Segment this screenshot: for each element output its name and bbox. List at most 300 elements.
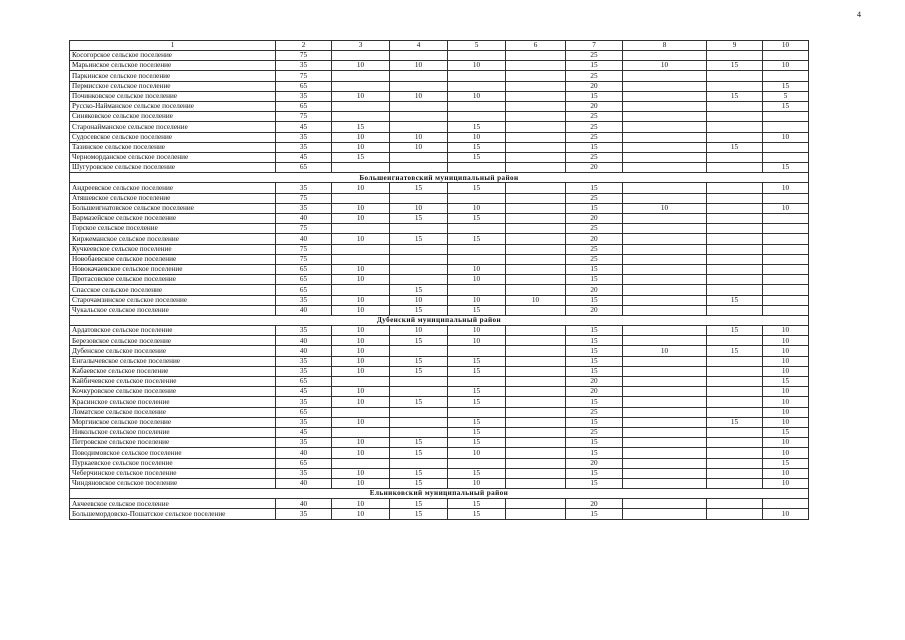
value-cell: 15 bbox=[707, 142, 763, 152]
settlement-name: Протасовское сельское поселение bbox=[70, 275, 276, 285]
table-row bbox=[70, 458, 809, 468]
value-cell bbox=[390, 224, 448, 234]
value-cell: 10 bbox=[763, 336, 809, 346]
value-cell bbox=[623, 112, 707, 122]
value-cell: 10 bbox=[332, 397, 390, 407]
value-cell: 15 bbox=[448, 152, 506, 162]
settlement-name: Акчеевское сельское поселение bbox=[70, 499, 276, 509]
value-cell: 10 bbox=[390, 326, 448, 336]
value-cell bbox=[332, 101, 390, 111]
value-cell: 40 bbox=[276, 499, 332, 509]
value-cell bbox=[448, 81, 506, 91]
value-cell: 15 bbox=[707, 61, 763, 71]
value-cell: 15 bbox=[448, 122, 506, 132]
settlement-name: Березовское сельское поселение bbox=[70, 336, 276, 346]
value-cell: 15 bbox=[763, 427, 809, 437]
value-cell bbox=[623, 264, 707, 274]
value-cell bbox=[623, 305, 707, 315]
table-row bbox=[70, 183, 809, 193]
value-cell: 10 bbox=[332, 295, 390, 305]
value-cell: 75 bbox=[276, 71, 332, 81]
value-cell: 15 bbox=[390, 397, 448, 407]
value-cell: 10 bbox=[390, 61, 448, 71]
value-cell: 65 bbox=[276, 377, 332, 387]
value-cell bbox=[390, 71, 448, 81]
value-cell: 15 bbox=[390, 438, 448, 448]
settlement-name: Чиндяновское сельское поселение bbox=[70, 478, 276, 488]
value-cell bbox=[707, 112, 763, 122]
value-cell: 10 bbox=[763, 397, 809, 407]
value-cell bbox=[707, 152, 763, 162]
value-cell bbox=[707, 81, 763, 91]
value-cell bbox=[623, 254, 707, 264]
value-cell bbox=[506, 509, 566, 519]
value-cell: 25 bbox=[566, 132, 623, 142]
value-cell: 25 bbox=[566, 51, 623, 61]
value-cell bbox=[707, 336, 763, 346]
value-cell: 15 bbox=[707, 91, 763, 101]
table-row bbox=[70, 81, 809, 91]
value-cell bbox=[506, 81, 566, 91]
column-header: 5 bbox=[448, 41, 506, 51]
value-cell: 15 bbox=[566, 336, 623, 346]
value-cell: 15 bbox=[566, 366, 623, 376]
value-cell: 25 bbox=[566, 254, 623, 264]
value-cell: 10 bbox=[448, 275, 506, 285]
value-cell: 5 bbox=[763, 91, 809, 101]
value-cell bbox=[707, 285, 763, 295]
value-cell: 10 bbox=[332, 509, 390, 519]
value-cell bbox=[506, 458, 566, 468]
table-row bbox=[70, 122, 809, 132]
table-row bbox=[70, 387, 809, 397]
value-cell bbox=[448, 458, 506, 468]
value-cell: 20 bbox=[566, 285, 623, 295]
value-cell bbox=[707, 224, 763, 234]
value-cell: 15 bbox=[448, 142, 506, 152]
value-cell bbox=[390, 163, 448, 173]
value-cell: 35 bbox=[276, 326, 332, 336]
settlement-name: Починковское сельское поселение bbox=[70, 91, 276, 101]
table-row bbox=[70, 71, 809, 81]
value-cell: 10 bbox=[448, 203, 506, 213]
table-row bbox=[70, 295, 809, 305]
value-cell: 10 bbox=[763, 183, 809, 193]
settlement-name: Поводимовское сельское поселение bbox=[70, 448, 276, 458]
value-cell: 40 bbox=[276, 234, 332, 244]
value-cell: 10 bbox=[332, 183, 390, 193]
value-cell bbox=[623, 275, 707, 285]
district-header-row bbox=[70, 489, 809, 499]
value-cell bbox=[506, 224, 566, 234]
column-header: 10 bbox=[763, 41, 809, 51]
value-cell bbox=[332, 458, 390, 468]
value-cell bbox=[506, 346, 566, 356]
value-cell: 15 bbox=[448, 183, 506, 193]
value-cell: 75 bbox=[276, 51, 332, 61]
value-cell bbox=[506, 71, 566, 81]
value-cell: 65 bbox=[276, 163, 332, 173]
settlement-name: Кабаевское сельское поселение bbox=[70, 366, 276, 376]
value-cell: 15 bbox=[448, 356, 506, 366]
value-cell bbox=[506, 132, 566, 142]
value-cell bbox=[390, 458, 448, 468]
value-cell bbox=[623, 295, 707, 305]
value-cell: 20 bbox=[566, 305, 623, 315]
value-cell bbox=[623, 458, 707, 468]
value-cell: 15 bbox=[566, 356, 623, 366]
value-cell bbox=[506, 61, 566, 71]
value-cell: 15 bbox=[448, 468, 506, 478]
value-cell bbox=[390, 427, 448, 437]
value-cell: 10 bbox=[763, 61, 809, 71]
value-cell bbox=[623, 377, 707, 387]
settlement-name: Тазинское сельское поселение bbox=[70, 142, 276, 152]
value-cell bbox=[390, 101, 448, 111]
value-cell: 20 bbox=[566, 377, 623, 387]
table-row bbox=[70, 397, 809, 407]
value-cell bbox=[623, 51, 707, 61]
table-row bbox=[70, 214, 809, 224]
value-cell bbox=[332, 407, 390, 417]
value-cell bbox=[506, 244, 566, 254]
settlement-name: Синяковское сельское поселение bbox=[70, 112, 276, 122]
value-cell: 10 bbox=[332, 203, 390, 213]
settlement-name: Кайбичевское сельское поселение bbox=[70, 377, 276, 387]
value-cell: 10 bbox=[448, 326, 506, 336]
value-cell bbox=[707, 509, 763, 519]
value-cell bbox=[763, 254, 809, 264]
settlement-name: Моргинское сельское поселение bbox=[70, 417, 276, 427]
value-cell: 75 bbox=[276, 224, 332, 234]
value-cell: 25 bbox=[566, 244, 623, 254]
value-cell: 15 bbox=[763, 163, 809, 173]
value-cell: 15 bbox=[332, 122, 390, 132]
value-cell: 15 bbox=[448, 214, 506, 224]
value-cell bbox=[506, 326, 566, 336]
table-row bbox=[70, 499, 809, 509]
value-cell bbox=[506, 183, 566, 193]
value-cell bbox=[763, 193, 809, 203]
value-cell bbox=[707, 244, 763, 254]
value-cell: 15 bbox=[448, 509, 506, 519]
value-cell: 20 bbox=[566, 387, 623, 397]
value-cell: 10 bbox=[332, 448, 390, 458]
value-cell: 10 bbox=[763, 132, 809, 142]
value-cell: 35 bbox=[276, 366, 332, 376]
table-row bbox=[70, 163, 809, 173]
value-cell: 10 bbox=[448, 478, 506, 488]
settlement-name: Атяшевское сельское поселение bbox=[70, 193, 276, 203]
value-cell bbox=[707, 458, 763, 468]
value-cell: 45 bbox=[276, 122, 332, 132]
value-cell bbox=[623, 356, 707, 366]
value-cell: 45 bbox=[276, 387, 332, 397]
value-cell: 15 bbox=[566, 397, 623, 407]
table-row bbox=[70, 101, 809, 111]
value-cell bbox=[623, 417, 707, 427]
value-cell: 15 bbox=[332, 152, 390, 162]
settlement-name: Большеигнатовское сельское поселение bbox=[70, 203, 276, 213]
value-cell: 10 bbox=[332, 326, 390, 336]
settlement-name: Марьинское сельское поселение bbox=[70, 61, 276, 71]
value-cell bbox=[506, 366, 566, 376]
value-cell bbox=[332, 51, 390, 61]
value-cell bbox=[332, 193, 390, 203]
value-cell: 10 bbox=[448, 91, 506, 101]
value-cell: 10 bbox=[332, 264, 390, 274]
value-cell bbox=[623, 183, 707, 193]
table-row bbox=[70, 244, 809, 254]
district-title: Большеигнатовский муниципальный район bbox=[70, 173, 809, 183]
value-cell: 10 bbox=[763, 509, 809, 519]
value-cell: 10 bbox=[332, 142, 390, 152]
column-header: 1 bbox=[70, 41, 276, 51]
value-cell bbox=[763, 224, 809, 234]
value-cell: 15 bbox=[448, 438, 506, 448]
value-cell: 10 bbox=[332, 356, 390, 366]
value-cell bbox=[506, 101, 566, 111]
value-cell bbox=[506, 275, 566, 285]
value-cell: 15 bbox=[448, 499, 506, 509]
value-cell: 15 bbox=[566, 448, 623, 458]
value-cell bbox=[763, 234, 809, 244]
column-header: 8 bbox=[623, 41, 707, 51]
table-row bbox=[70, 142, 809, 152]
value-cell: 15 bbox=[390, 234, 448, 244]
value-cell: 10 bbox=[623, 61, 707, 71]
value-cell: 15 bbox=[448, 366, 506, 376]
value-cell: 10 bbox=[763, 407, 809, 417]
value-cell bbox=[448, 101, 506, 111]
settlement-name: Пермисское сельское поселение bbox=[70, 81, 276, 91]
settlement-name: Пуркаевское сельское поселение bbox=[70, 458, 276, 468]
value-cell: 15 bbox=[566, 91, 623, 101]
value-cell: 10 bbox=[763, 478, 809, 488]
value-cell bbox=[623, 91, 707, 101]
settlement-name: Никольское сельское поселение bbox=[70, 427, 276, 437]
value-cell bbox=[707, 427, 763, 437]
value-cell: 10 bbox=[332, 387, 390, 397]
value-cell: 10 bbox=[332, 417, 390, 427]
settlement-name: Новокачаевское сельское поселение bbox=[70, 264, 276, 274]
value-cell: 10 bbox=[332, 336, 390, 346]
value-cell: 10 bbox=[763, 468, 809, 478]
value-cell: 65 bbox=[276, 407, 332, 417]
value-cell bbox=[506, 214, 566, 224]
value-cell: 35 bbox=[276, 142, 332, 152]
value-cell bbox=[707, 234, 763, 244]
value-cell bbox=[332, 71, 390, 81]
value-cell: 10 bbox=[448, 61, 506, 71]
value-cell bbox=[390, 122, 448, 132]
value-cell bbox=[332, 377, 390, 387]
value-cell: 20 bbox=[566, 163, 623, 173]
value-cell bbox=[332, 163, 390, 173]
table-row bbox=[70, 346, 809, 356]
value-cell bbox=[623, 101, 707, 111]
value-cell bbox=[623, 499, 707, 509]
value-cell: 10 bbox=[623, 203, 707, 213]
value-cell bbox=[623, 244, 707, 254]
value-cell bbox=[707, 101, 763, 111]
value-cell: 65 bbox=[276, 458, 332, 468]
value-cell: 15 bbox=[448, 234, 506, 244]
value-cell bbox=[506, 468, 566, 478]
value-cell: 35 bbox=[276, 183, 332, 193]
value-cell bbox=[506, 336, 566, 346]
value-cell: 15 bbox=[390, 285, 448, 295]
value-cell bbox=[707, 163, 763, 173]
value-cell: 10 bbox=[448, 336, 506, 346]
value-cell bbox=[623, 71, 707, 81]
value-cell: 25 bbox=[566, 224, 623, 234]
settlement-name: Киржеманское сельское поселение bbox=[70, 234, 276, 244]
value-cell: 15 bbox=[390, 214, 448, 224]
value-cell: 35 bbox=[276, 509, 332, 519]
value-cell: 15 bbox=[448, 397, 506, 407]
value-cell bbox=[448, 71, 506, 81]
settlement-name: Паркинское сельское поселение bbox=[70, 71, 276, 81]
column-header: 9 bbox=[707, 41, 763, 51]
value-cell bbox=[506, 51, 566, 61]
value-cell bbox=[390, 254, 448, 264]
value-cell: 10 bbox=[763, 438, 809, 448]
value-cell: 10 bbox=[763, 346, 809, 356]
value-cell: 15 bbox=[763, 101, 809, 111]
table-row bbox=[70, 61, 809, 71]
value-cell: 15 bbox=[390, 366, 448, 376]
value-cell: 15 bbox=[390, 509, 448, 519]
value-cell bbox=[763, 152, 809, 162]
value-cell bbox=[390, 417, 448, 427]
value-cell: 10 bbox=[763, 366, 809, 376]
value-cell: 10 bbox=[390, 91, 448, 101]
value-cell bbox=[332, 254, 390, 264]
settlement-name: Спасское сельское поселение bbox=[70, 285, 276, 295]
value-cell: 15 bbox=[763, 377, 809, 387]
value-cell bbox=[707, 448, 763, 458]
value-cell: 40 bbox=[276, 478, 332, 488]
value-cell: 15 bbox=[707, 346, 763, 356]
value-cell bbox=[707, 71, 763, 81]
value-cell: 35 bbox=[276, 356, 332, 366]
value-cell bbox=[623, 366, 707, 376]
value-cell bbox=[390, 407, 448, 417]
value-cell: 65 bbox=[276, 81, 332, 91]
value-cell bbox=[623, 163, 707, 173]
value-cell bbox=[506, 407, 566, 417]
value-cell bbox=[623, 336, 707, 346]
value-cell bbox=[707, 51, 763, 61]
settlement-name: Чукальское сельское поселение bbox=[70, 305, 276, 315]
value-cell: 20 bbox=[566, 234, 623, 244]
settlement-name: Кучкеевское сельское поселение bbox=[70, 244, 276, 254]
value-cell bbox=[763, 51, 809, 61]
value-cell bbox=[623, 468, 707, 478]
value-cell: 10 bbox=[390, 132, 448, 142]
value-cell: 35 bbox=[276, 397, 332, 407]
value-cell bbox=[506, 397, 566, 407]
page-number: 4 bbox=[857, 10, 861, 19]
settlement-name: Большемордовско-Пошатское сельское поселение bbox=[70, 509, 276, 519]
value-cell bbox=[390, 346, 448, 356]
value-cell: 15 bbox=[566, 478, 623, 488]
settlement-name: Чеберчинское сельское поселение bbox=[70, 468, 276, 478]
value-cell bbox=[623, 224, 707, 234]
value-cell: 15 bbox=[390, 499, 448, 509]
value-cell: 10 bbox=[763, 203, 809, 213]
value-cell bbox=[623, 407, 707, 417]
column-header: 4 bbox=[390, 41, 448, 51]
value-cell bbox=[390, 112, 448, 122]
value-cell bbox=[448, 254, 506, 264]
value-cell bbox=[623, 427, 707, 437]
value-cell bbox=[448, 163, 506, 173]
value-cell bbox=[707, 387, 763, 397]
value-cell: 75 bbox=[276, 254, 332, 264]
value-cell bbox=[448, 407, 506, 417]
value-cell: 25 bbox=[566, 112, 623, 122]
value-cell bbox=[707, 132, 763, 142]
value-cell bbox=[707, 203, 763, 213]
table-row bbox=[70, 336, 809, 346]
settlement-name: Черноморданское сельское поселение bbox=[70, 152, 276, 162]
value-cell: 20 bbox=[566, 214, 623, 224]
value-cell bbox=[448, 285, 506, 295]
value-cell: 10 bbox=[332, 275, 390, 285]
value-cell bbox=[506, 122, 566, 132]
value-cell bbox=[623, 478, 707, 488]
value-cell bbox=[623, 214, 707, 224]
value-cell bbox=[763, 122, 809, 132]
value-cell bbox=[506, 427, 566, 437]
table-row bbox=[70, 438, 809, 448]
value-cell bbox=[763, 264, 809, 274]
value-cell bbox=[448, 112, 506, 122]
value-cell: 40 bbox=[276, 305, 332, 315]
value-cell: 40 bbox=[276, 346, 332, 356]
value-cell bbox=[707, 356, 763, 366]
value-cell: 15 bbox=[763, 81, 809, 91]
value-cell bbox=[763, 142, 809, 152]
value-cell: 15 bbox=[566, 264, 623, 274]
value-cell bbox=[763, 214, 809, 224]
value-cell: 15 bbox=[448, 417, 506, 427]
value-cell bbox=[332, 224, 390, 234]
value-cell: 25 bbox=[566, 193, 623, 203]
value-cell bbox=[623, 509, 707, 519]
value-cell: 15 bbox=[390, 305, 448, 315]
value-cell: 10 bbox=[448, 295, 506, 305]
value-cell bbox=[506, 438, 566, 448]
value-cell bbox=[390, 244, 448, 254]
value-cell: 15 bbox=[566, 61, 623, 71]
value-cell bbox=[763, 244, 809, 254]
data-table bbox=[69, 40, 809, 520]
column-header: 7 bbox=[566, 41, 623, 51]
value-cell bbox=[506, 285, 566, 295]
table-row bbox=[70, 417, 809, 427]
value-cell: 15 bbox=[448, 427, 506, 437]
value-cell: 35 bbox=[276, 438, 332, 448]
value-cell: 20 bbox=[566, 499, 623, 509]
table-row bbox=[70, 427, 809, 437]
value-cell bbox=[390, 193, 448, 203]
table-row bbox=[70, 193, 809, 203]
value-cell: 10 bbox=[332, 499, 390, 509]
value-cell: 15 bbox=[566, 183, 623, 193]
